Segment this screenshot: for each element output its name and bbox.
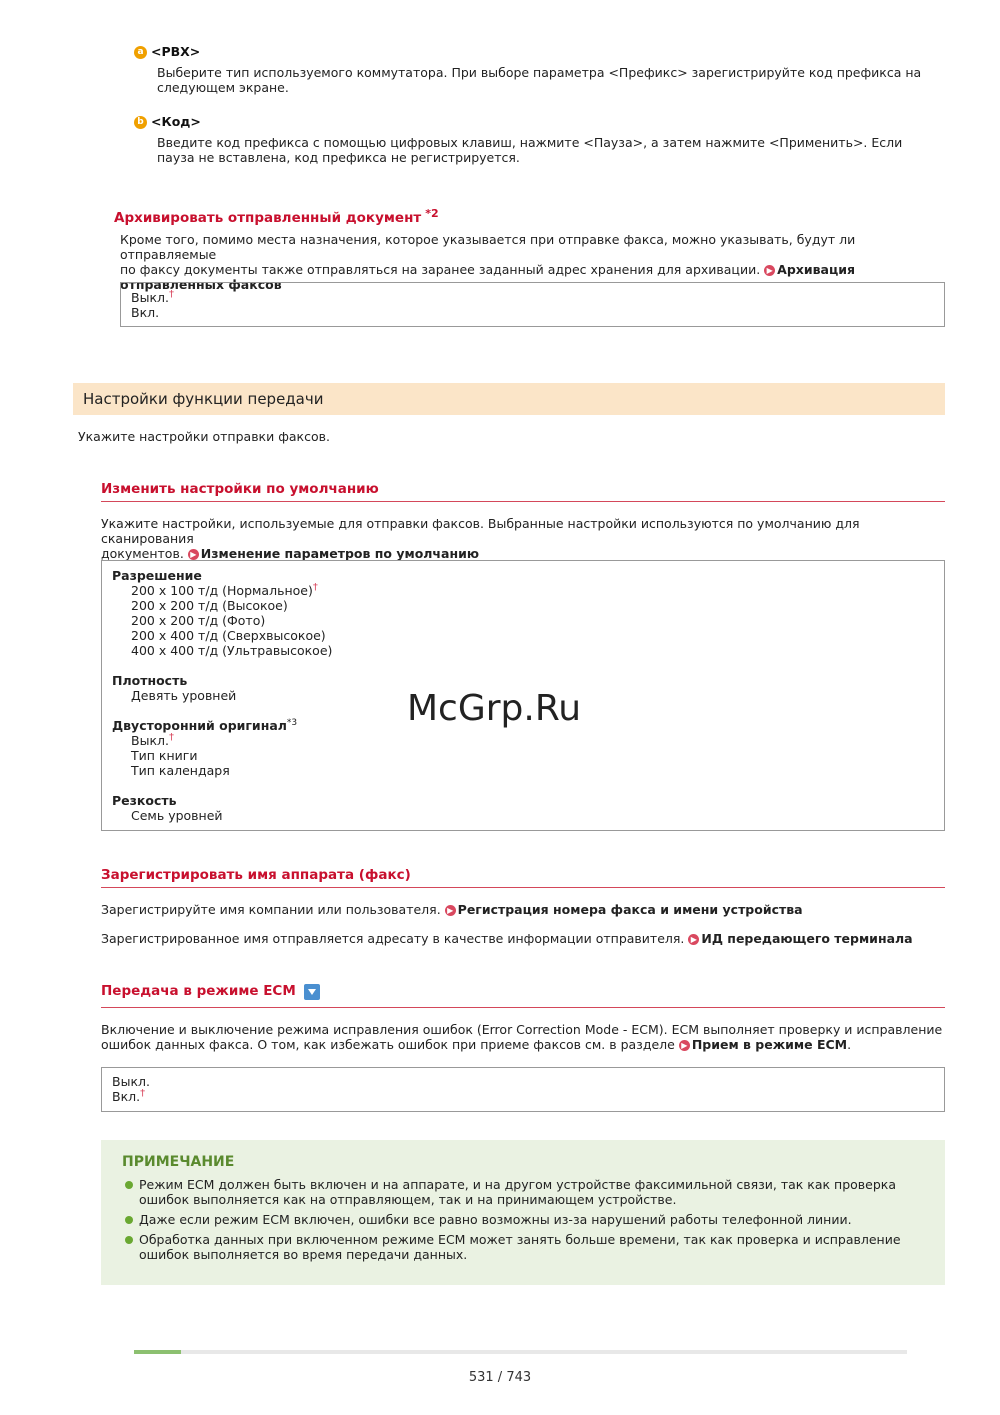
resolution-option: 200 x 100 т/д (Нормальное)† (131, 581, 318, 598)
bullet-icon (125, 1236, 133, 1244)
expand-icon[interactable] (304, 984, 320, 1000)
badge-b-icon: b (134, 116, 147, 129)
archive-heading-text: Архивировать отправленный документ (114, 210, 422, 226)
duplex-sup: *3 (286, 717, 298, 728)
defaults-text-line1: Укажите настройки, используемые для отправки факсов. Выбранные настройки используются по умолчанию для сканирования (101, 516, 860, 546)
register-text1: Зарегистрируйте имя компании или пользователя. ▶ Регистрация номера факса и имени устройства (101, 902, 803, 917)
note-box (101, 1140, 945, 1285)
ecm-text-line1: Включение и выключение режима исправления ошибок (Error Correction Mode - ECM). ECM выполняет проверку и исправление (101, 1022, 943, 1037)
ecm-link-tail: . (847, 1037, 852, 1052)
archive-heading (114, 206, 439, 226)
duplex-title: Двусторонний оригинал (112, 718, 287, 733)
sharpness-title: Резкость (112, 793, 177, 808)
pbx-text (157, 65, 921, 95)
note-list (123, 1177, 923, 1267)
density-value: Девять уровней (131, 688, 237, 703)
duplex-option: Выкл.† (131, 731, 174, 748)
page-progress-fill (134, 1350, 181, 1354)
pbx-text-line1: Выберите тип используемого коммутатора. При выборе параметра <Префикс> зарегистрируйте код префикса на (157, 65, 922, 80)
resolution-title: Разрешение (112, 568, 202, 583)
note-item: Режим ECM должен быть включен и на аппарате, и на другом устройстве факсимильной связи, так как проверка ошибок выполняется как на отправляющем, так и на принимающем устройстве. (123, 1177, 923, 1207)
ecm-text-line2: ошибок данных факса. О том, как избежать ошибок при приеме факсов см. в разделе (101, 1037, 675, 1052)
note-item: Обработка данных при включенном режиме ECM может занять больше времени, так как проверка и исправление ошибок выполняется во время передачи данных. (123, 1232, 923, 1262)
archive-link-part2[interactable]: отправленных факсов (120, 277, 282, 292)
link-arrow-icon: ▶ (679, 1040, 690, 1051)
register-heading: Зарегистрировать имя аппарата (факс) (101, 867, 411, 883)
defaults-heading: Изменить настройки по умолчанию (101, 481, 379, 497)
default-mark: † (140, 1087, 146, 1099)
section-intro: Укажите настройки отправки факсов. (78, 429, 330, 444)
ecm-text (101, 1022, 946, 1052)
register-link1[interactable]: Регистрация номера факса и имени устройства (457, 902, 803, 917)
defaults-heading-block (101, 481, 945, 502)
link-arrow-icon: ▶ (188, 549, 199, 560)
pbx-title: <PBX> (151, 44, 201, 59)
note-item: Даже если режим ECM включен, ошибки все равно возможны из-за нарушений работы телефонной линии. (123, 1212, 923, 1227)
pbx-item (134, 44, 200, 59)
archive-option-off: Выкл.† (131, 288, 174, 305)
ecm-option-off: Выкл. (112, 1074, 150, 1089)
ecm-link[interactable]: Прием в режиме ECM (691, 1037, 848, 1052)
default-mark: † (168, 731, 174, 743)
defaults-text (101, 516, 946, 561)
ecm-option-on: Вкл.† (112, 1087, 146, 1104)
code-text-line1: Введите код префикса с помощью цифровых клавиш, нажмите <Пауза>, а затем нажмите <Применить>. Если (157, 135, 903, 150)
default-mark: † (168, 288, 174, 300)
register-link2[interactable]: ИД передающего терминала (701, 931, 913, 946)
defaults-text-line2: документов. (101, 546, 184, 561)
archive-options-box (120, 282, 945, 327)
page-number: 531 / 743 (468, 1370, 532, 1385)
ecm-heading-block (101, 983, 945, 1008)
ecm-heading: Передача в режиме ECM (101, 983, 296, 999)
link-arrow-icon: ▶ (764, 265, 775, 276)
duplex-option: Тип календаря (131, 763, 230, 778)
code-item (134, 114, 201, 129)
archive-text-line2: по факсу документы также отправляться на заранее заданный адрес хранения для архивации. (120, 262, 761, 277)
link-arrow-icon: ▶ (688, 934, 699, 945)
defaults-link[interactable]: Изменение параметров по умолчанию (200, 546, 479, 561)
pbx-text-line2: следующем экране. (157, 80, 289, 95)
watermark: McGrp.Ru (407, 688, 582, 729)
page-progress-bar (134, 1350, 907, 1354)
archive-heading-sup: *2 (425, 206, 439, 220)
resolution-option: 200 x 200 т/д (Высокое) (131, 598, 288, 613)
resolution-option: 200 x 400 т/д (Сверхвысокое) (131, 628, 326, 643)
code-text (157, 135, 902, 165)
note-title: ПРИМЕЧАНИЕ (122, 1154, 235, 1170)
bullet-icon (125, 1181, 133, 1189)
code-text-line2: пауза не вставлена, код префикса не регистрируется. (157, 150, 520, 165)
link-arrow-icon: ▶ (445, 905, 456, 916)
bullet-icon (125, 1216, 133, 1224)
badge-a-icon: a (134, 46, 147, 59)
resolution-option: 400 x 400 т/д (Ультравысокое) (131, 643, 333, 658)
section-title: Настройки функции передачи (83, 390, 324, 408)
section-band (73, 383, 945, 415)
duplex-option: Тип книги (131, 748, 198, 763)
register-heading-block (101, 867, 945, 888)
ecm-options-box (101, 1067, 945, 1112)
code-title: <Код> (151, 114, 201, 129)
density-title: Плотность (112, 673, 188, 688)
archive-link-part1[interactable]: Архивация (777, 262, 855, 277)
register-text2: Зарегистрированное имя отправляется адресату в качестве информации отправителя. ▶ ИД передающего терминала (101, 931, 913, 946)
archive-text-line1: Кроме того, помимо места назначения, которое указывается при отправке факса, можно указывать, будут ли отправляемые (120, 232, 856, 262)
archive-option-on: Вкл. (131, 305, 160, 320)
sharpness-value: Семь уровней (131, 808, 223, 823)
default-mark: † (312, 581, 318, 593)
resolution-option: 200 x 200 т/д (Фото) (131, 613, 266, 628)
